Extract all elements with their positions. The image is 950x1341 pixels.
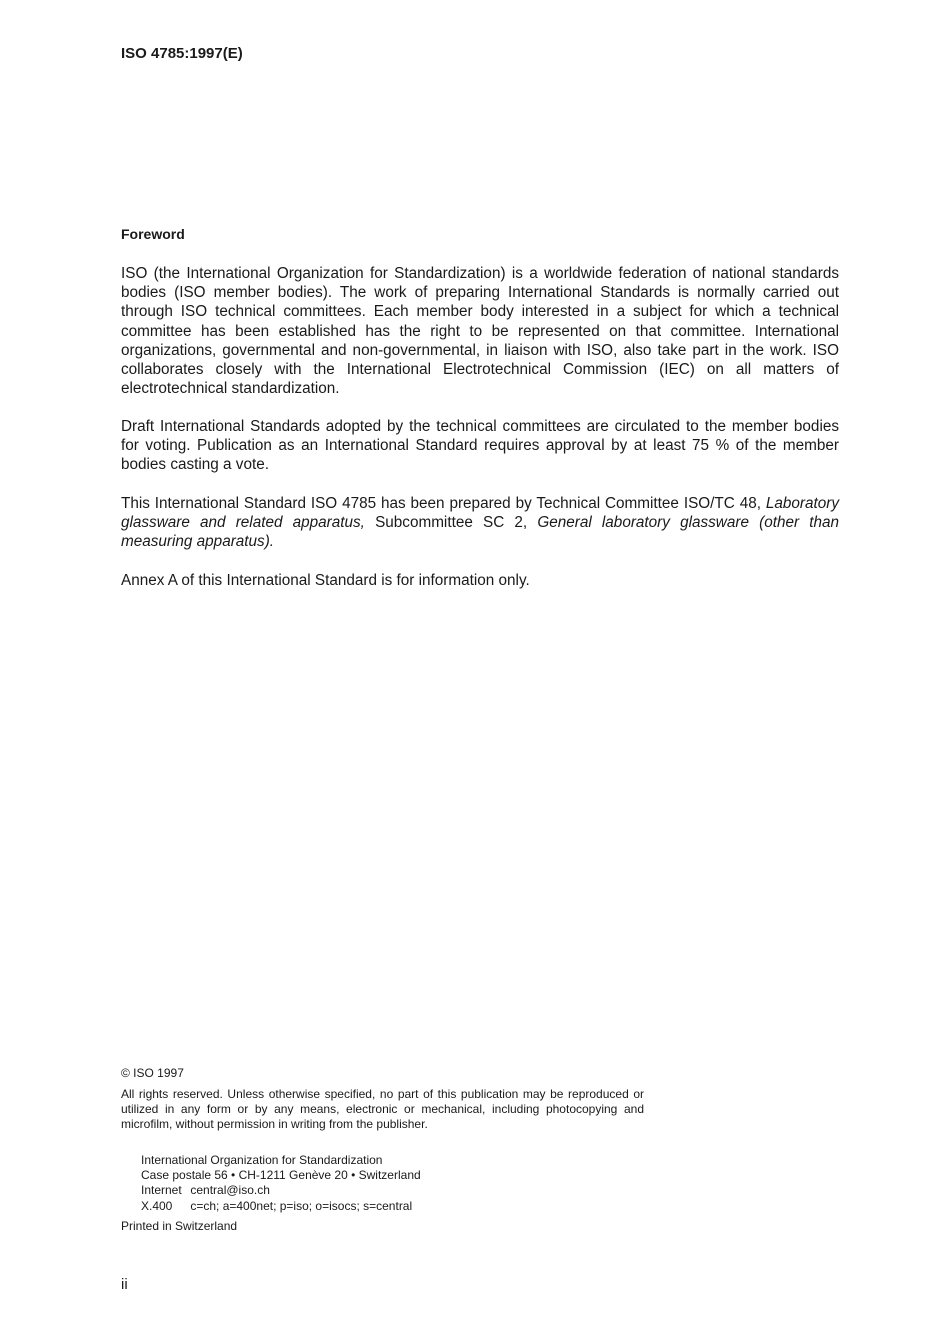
x400-line	[141, 1199, 421, 1214]
printed-in: Printed in Switzerland	[121, 1219, 238, 1233]
document-id-header: ISO 4785:1997(E)	[121, 45, 243, 62]
p3-text-a: This International Standard ISO 4785 has been prepared by Technical Committee ISO/TC 48,	[121, 495, 766, 512]
postal-address: Case postale 56 • CH-1211 Genève 20 • Switzerland	[141, 1168, 421, 1183]
p3-text-c: Subcommittee SC 2,	[364, 514, 538, 532]
internet-line	[141, 1183, 421, 1198]
foreword-heading: Foreword	[121, 226, 185, 242]
org-name: International Organization for Standardization	[141, 1153, 383, 1167]
x400-label: X.400	[141, 1198, 173, 1213]
page-number: ii	[121, 1276, 128, 1293]
foreword-paragraph-1: ISO (the International Organization for Standardization) is a worldwide federation of national standards bodies (ISO member bodies). The work of preparing International Standards is normally carried out through ISO technical committees. Each member body interested in a subject for which a technical committee has been established has the right to be represented on that committee. International organizations, governmental and non-governmental, in liaison with ISO, also take part in the work. ISO collaborates closely with the International Electrotechnical Commission (IEC) on all matters of electrotechnical standardization.	[121, 265, 839, 398]
foreword-paragraph-2: Draft International Standards adopted by the technical committees are circulated to the member bodies for voting. Publication as an International Standard requires approval by at least 75 % of the member bodies casting a vote.	[121, 418, 839, 474]
foreword-paragraph-4: Annex A of this International Standard is for information only.	[121, 572, 530, 589]
internet-label: Internet	[141, 1183, 182, 1198]
x400-value: c=ch; a=400net; p=iso; o=isocs; s=central	[190, 1198, 413, 1213]
subcommittee-title: General laboratory glassware (other than measuring apparatus).	[121, 514, 839, 551]
foreword-paragraph-3	[121, 494, 839, 552]
committee-title: Laboratory glassware and related apparatus,	[121, 495, 839, 532]
publisher-address	[141, 1153, 421, 1214]
rights-notice: All rights reserved. Unless otherwise specified, no part of this publication may be reproduced or utilized in any form or by any means, electronic or mechanical, including photocopying and microfilm, without permission in writing from the publisher.	[121, 1087, 644, 1132]
internet-value: central@iso.ch	[190, 1183, 270, 1198]
copyright-line: © ISO 1997	[121, 1066, 184, 1080]
